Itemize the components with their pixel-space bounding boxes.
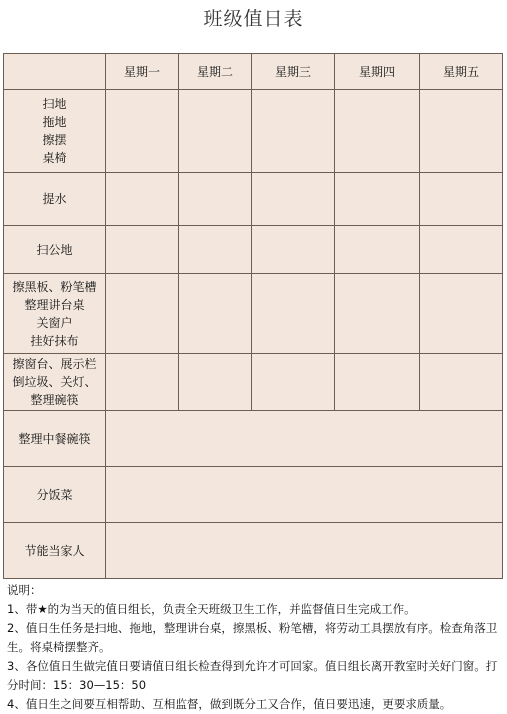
- duty-cell[interactable]: [335, 226, 420, 274]
- duty-roster-table: [3, 53, 503, 579]
- day-header: 星期一: [106, 54, 179, 90]
- duty-cell[interactable]: [179, 226, 252, 274]
- notes-heading: 说明：: [7, 583, 42, 597]
- task-cell: [4, 226, 106, 274]
- duty-cell[interactable]: [420, 90, 503, 173]
- table-row: [4, 467, 503, 523]
- task-label: 整理碗筷: [30, 393, 79, 407]
- task-cell: [4, 467, 106, 523]
- duty-cell[interactable]: [179, 173, 252, 226]
- duty-cell[interactable]: [335, 173, 420, 226]
- task-cell: [4, 90, 106, 173]
- duty-cell[interactable]: [179, 90, 252, 173]
- day-header: 星期三: [252, 54, 335, 90]
- task-label: 擦黑板、粉笔槽: [12, 279, 97, 294]
- page-title: 班级值日表: [203, 8, 304, 30]
- duty-cell[interactable]: [179, 274, 252, 354]
- table-row: [4, 354, 503, 411]
- day-header: 星期二: [179, 54, 252, 90]
- task-label: 整理讲台桌: [24, 297, 85, 312]
- duty-cell[interactable]: [420, 354, 503, 411]
- task-label: 节能当家人: [24, 543, 85, 558]
- task-cell: [4, 274, 106, 354]
- task-cell: [4, 411, 106, 467]
- duty-cell[interactable]: [420, 173, 503, 226]
- table-row: [4, 226, 503, 274]
- table-row: [4, 274, 503, 354]
- duty-cell[interactable]: [252, 173, 335, 226]
- duty-cell-merged[interactable]: [106, 411, 503, 467]
- duty-cell-merged[interactable]: [106, 523, 503, 579]
- duty-cell[interactable]: [335, 274, 420, 354]
- task-label: 提水: [42, 192, 67, 206]
- task-label: 擦窗台、展示栏: [12, 357, 97, 371]
- table-row: [4, 523, 503, 579]
- duty-cell[interactable]: [106, 354, 179, 411]
- task-cell: [4, 354, 106, 411]
- day-header: 星期五: [420, 54, 503, 90]
- note-item: 4、值日生之间要互相帮助、互相监督，做到既分工又合作，值日要迅速，更要求质量。: [7, 697, 452, 711]
- duty-cell[interactable]: [252, 226, 335, 274]
- duty-cell[interactable]: [179, 354, 252, 411]
- task-label: 扫公地: [36, 242, 73, 257]
- task-label: 挂好抹布: [30, 333, 79, 348]
- task-label: 整理中餐碗筷: [18, 431, 91, 446]
- duty-cell[interactable]: [420, 274, 503, 354]
- table-row: [4, 90, 503, 173]
- header-row: [4, 54, 503, 90]
- note-item: 3、各位值日生做完值日要请值日组长检查得到允许才可回家。值日组长离开教室时关好门窗。打分时间：15：30—15：50: [7, 659, 498, 692]
- duty-cell-merged[interactable]: [106, 467, 503, 523]
- duty-cell[interactable]: [252, 354, 335, 411]
- table-row: [4, 411, 503, 467]
- corner-cell: [4, 54, 106, 90]
- duty-cell[interactable]: [106, 90, 179, 173]
- duty-cell[interactable]: [420, 226, 503, 274]
- task-label: 桌椅: [42, 151, 67, 165]
- task-label: 分饭菜: [36, 487, 73, 502]
- duty-cell[interactable]: [106, 226, 179, 274]
- task-label: 擦摆: [42, 133, 67, 147]
- day-header: 星期四: [335, 54, 420, 90]
- note-item: 2、值日生任务是扫地、拖地，整理讲台桌，擦黑板、粉笔槽，将劳动工具摆放有序。检查角落卫生。将桌椅摆整齐。: [7, 621, 498, 654]
- task-cell: [4, 173, 106, 226]
- duty-cell[interactable]: [335, 354, 420, 411]
- task-label: 关窗户: [36, 315, 73, 330]
- duty-cell[interactable]: [106, 173, 179, 226]
- task-label: 拖地: [42, 115, 67, 129]
- table-row: [4, 173, 503, 226]
- task-label: 扫地: [42, 97, 67, 111]
- duty-cell[interactable]: [106, 274, 179, 354]
- task-cell: [4, 523, 106, 579]
- duty-cell[interactable]: [252, 274, 335, 354]
- task-label: 倒垃圾、关灯、: [12, 375, 97, 389]
- duty-cell[interactable]: [252, 90, 335, 173]
- duty-cell[interactable]: [335, 90, 420, 173]
- note-item: 1、带★的为当天的值日组长，负责全天班级卫生工作，并监督值日生完成工作。: [7, 602, 416, 616]
- notes-section: [7, 581, 501, 714]
